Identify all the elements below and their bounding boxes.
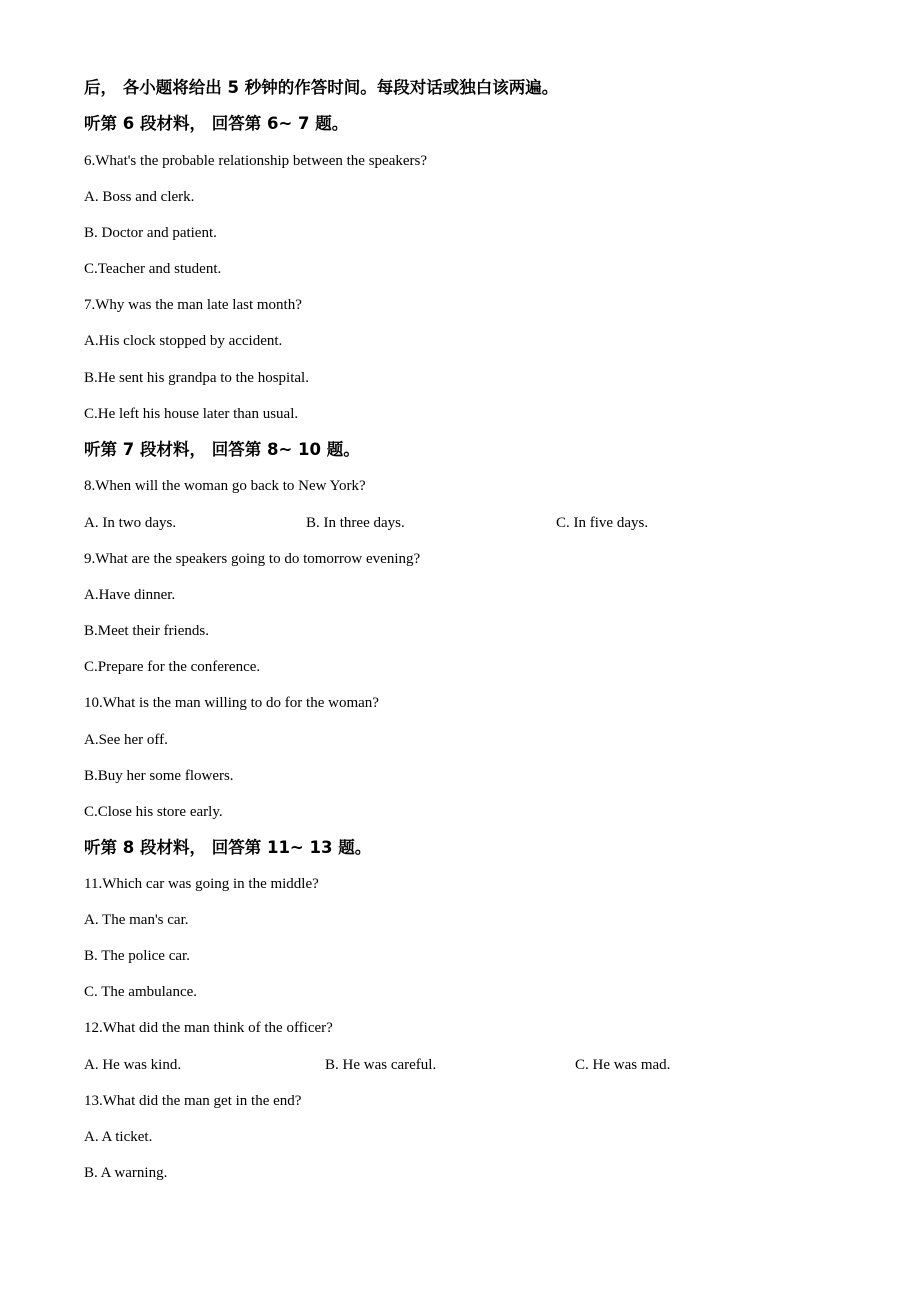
question-11-option-c: C. The ambulance. — [84, 984, 198, 1000]
section-heading-8: 听第 8 段材料， 回答第 11~ 13 题。 — [84, 838, 372, 857]
question-11-stem: 11.Which car was going in the middle? — [84, 876, 319, 892]
question-8-option-c: C. In five days. — [556, 515, 649, 531]
question-9-option-b: B.Meet their friends. — [84, 623, 209, 639]
question-10-option-a: A.See her off. — [84, 732, 168, 748]
question-11-option-b: B. The police car. — [84, 948, 190, 964]
question-8-option-a: A. In two days. — [84, 515, 177, 531]
question-12-option-c: C. He was mad. — [575, 1057, 671, 1073]
question-10-option-c: C.Close his store early. — [84, 804, 223, 820]
question-13-option-a: A. A ticket. — [84, 1129, 153, 1145]
question-6-stem: 6.What's the probable relationship between the speakers? — [84, 153, 427, 169]
question-7-option-c: C.He left his house later than usual. — [84, 406, 299, 422]
question-8-option-b: B. In three days. — [306, 515, 405, 531]
question-9-option-a: A.Have dinner. — [84, 587, 176, 603]
question-6-option-a: A. Boss and clerk. — [84, 189, 195, 205]
question-7-option-b: B.He sent his grandpa to the hospital. — [84, 370, 309, 386]
question-6-option-b: B. Doctor and patient. — [84, 225, 217, 241]
question-13-option-b: B. A warning. — [84, 1165, 168, 1181]
question-10-stem: 10.What is the man willing to do for the woman? — [84, 695, 379, 711]
question-6-option-c: C.Teacher and student. — [84, 261, 222, 277]
intro-instruction: 后， 各小题将给出 5 秒钟的作答时间。每段对话或独白该两遍。 — [84, 78, 559, 97]
question-9-option-c: C.Prepare for the conference. — [84, 659, 261, 675]
question-10-option-b: B.Buy her some flowers. — [84, 768, 234, 784]
section-heading-6: 听第 6 段材料， 回答第 6~ 7 题。 — [84, 114, 349, 133]
question-12-option-b: B. He was careful. — [325, 1057, 437, 1073]
question-7-stem: 7.Why was the man late last month? — [84, 297, 302, 313]
question-8-stem: 8.When will the woman go back to New York? — [84, 478, 366, 494]
question-12-stem: 12.What did the man think of the officer? — [84, 1020, 333, 1036]
question-11-option-a: A. The man's car. — [84, 912, 189, 928]
question-13-stem: 13.What did the man get in the end? — [84, 1093, 302, 1109]
question-9-stem: 9.What are the speakers going to do tomorrow evening? — [84, 551, 421, 567]
section-heading-7: 听第 7 段材料， 回答第 8~ 10 题。 — [84, 440, 360, 459]
question-7-option-a: A.His clock stopped by accident. — [84, 333, 283, 349]
question-12-option-a: A. He was kind. — [84, 1057, 182, 1073]
